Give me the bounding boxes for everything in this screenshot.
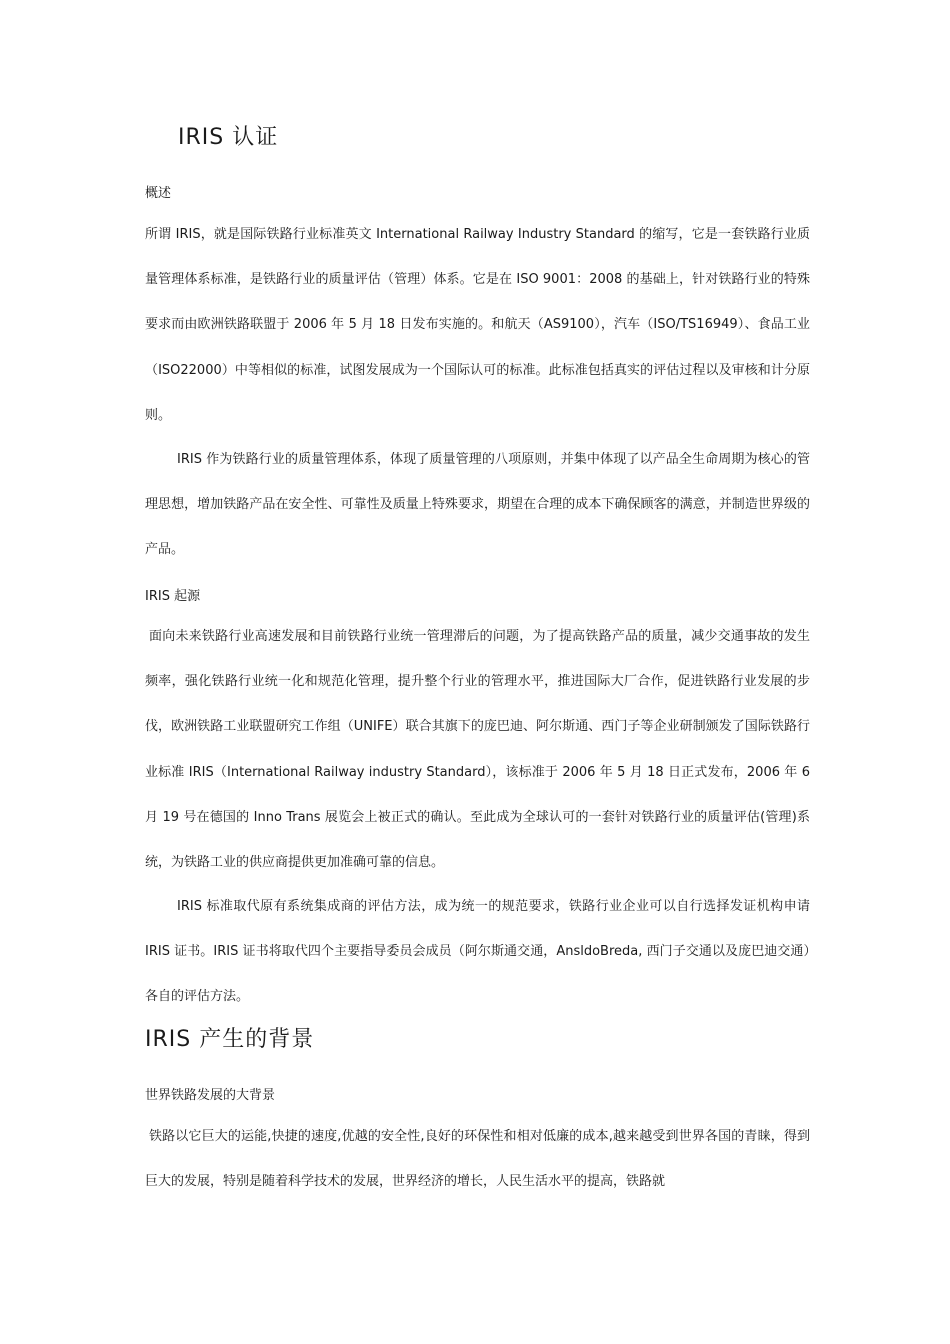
subheading-world-railway: 世界铁路发展的大背景 — [145, 1088, 276, 1103]
section-heading-origin: IRIS 起源 — [145, 589, 201, 604]
paragraph-origin-1: 面向未来铁路行业高速发展和目前铁路行业统一管理滞后的问题，为了提高铁路产品的质量，减少交通事故的发生频率，强化铁路行业统一化和规范化管理，提升整个行业的管理水平，推进国际大厂合作，促进铁路行业发展的步伐，欧洲铁路工业联盟研究工作组（UNIFE）联合其旗下的庞巴迪、阿尔斯通、西门子等企业研制颁发了国际铁路行业标准 IRIS（International Railway industry Standard），该标准于 2006 年 5 月 18 日正式发布，2006 年 6 月 19 号在德国的 Inno Trans 展览会上被正式的确认。至此成为全球认可的一套针对铁路行业的质量评估(管理)系统，为铁路工业的供应商提供更加准确可靠的信息。 — [145, 629, 810, 871]
section-heading-background: IRIS 产生的背景 — [145, 1027, 315, 1052]
paragraph-background-1: 铁路以它巨大的运能,快捷的速度,优越的安全性,良好的环保性和相对低廉的成本,越来越受到世界各国的青睐，得到巨大的发展，特别是随着科学技术的发展，世界经济的增长，人民生活水平的提高，铁路就 — [145, 1129, 810, 1190]
paragraph-overview-1: 所谓 IRIS，就是国际铁路行业标准英文 International Railway Industry Standard 的缩写，它是一套铁路行业质量管理体系标准，是铁路行业的质量评估（管理）体系。它是在 ISO 9001：2008 的基础上，针对铁路行业的特殊要求而由欧洲铁路联盟于 2006 年 5 月 18 日发布实施的。和航天（AS9100），汽车（ISO/TS16949）、食品工业（ISO22000）中等相似的标准，试图发展成为一个国际认可的标准。此标准包括真实的评估过程以及审核和计分原则。 — [145, 227, 810, 423]
paragraph-overview-2: IRIS 作为铁路行业的质量管理体系，体现了质量管理的八项原则，并集中体现了以产品全生命周期为核心的管理思想，增加铁路产品在安全性、可靠性及质量上特殊要求，期望在合理的成本下确保顾客的满意，并制造世界级的产品。 — [145, 452, 810, 558]
page-title: IRIS 认证 — [178, 125, 279, 150]
section-heading-overview: 概述 — [145, 186, 172, 201]
paragraph-origin-2: IRIS 标准取代原有系统集成商的评估方法，成为统一的规范要求，铁路行业企业可以自行选择发证机构申请 IRIS 证书。IRIS 证书将取代四个主要指导委员会成员（阿尔斯通交通，AnsldoBreda, 西门子交通以及庞巴迪交通）各自的评估方法。 — [145, 899, 810, 1005]
